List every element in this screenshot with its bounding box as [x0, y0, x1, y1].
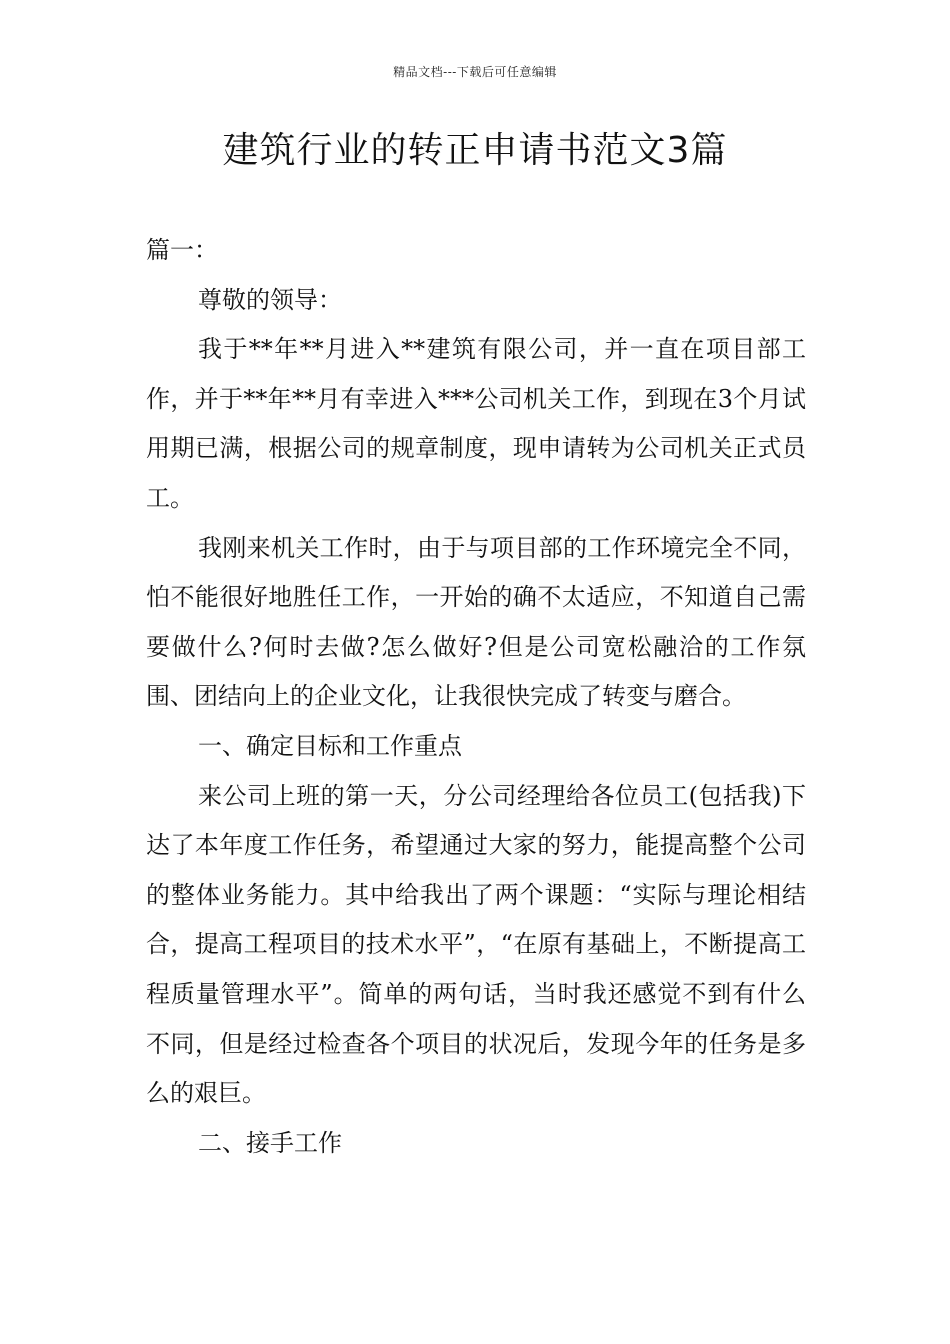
heading-goals: 一、确定目标和工作重点: [198, 731, 462, 760]
section-label: 篇一：: [146, 236, 218, 264]
paragraph-intro: 我于**年**月进入**建筑有限公司，并一直在项目部工作，并于**年**月有幸进入***公司机关工作，到现在3个月试用期已满，根据公司的规章制度，现申请转为公司机关正式员工。: [146, 335, 806, 512]
paragraph-tasks: 来公司上班的第一天，分公司经理给各位员工(包括我)下达了本年度工作任务，希望通过大家的努力，能提高整个公司的整体业务能力。其中给我出了两个课题：“实际与理论相结合，提高工程项目的技术水平”，“在原有基础上，不断提高工程质量管理水平”。简单的两句话，当时我还感觉不到有什么不同，但是经过检查各个项目的状况后，发现今年的任务是多么的艰巨。: [146, 781, 806, 1108]
document-body: [146, 226, 806, 1168]
document-title: 建筑行业的转正申请书范文3篇: [222, 130, 728, 171]
paragraph-adaptation: 我刚来机关工作时，由于与项目部的工作环境完全不同，怕不能很好地胜任工作，一开始的确不太适应，不知道自己需要做什么?何时去做?怎么做好?但是公司宽松融洽的工作氛围、团结向上的企业文化，让我很快完成了转变与磨合。: [146, 533, 806, 711]
heading-take-over: 二、接手工作: [198, 1128, 342, 1157]
running-header: 精品文档---下载后可任意编辑: [393, 65, 557, 79]
salutation: 尊敬的领导：: [198, 285, 342, 314]
